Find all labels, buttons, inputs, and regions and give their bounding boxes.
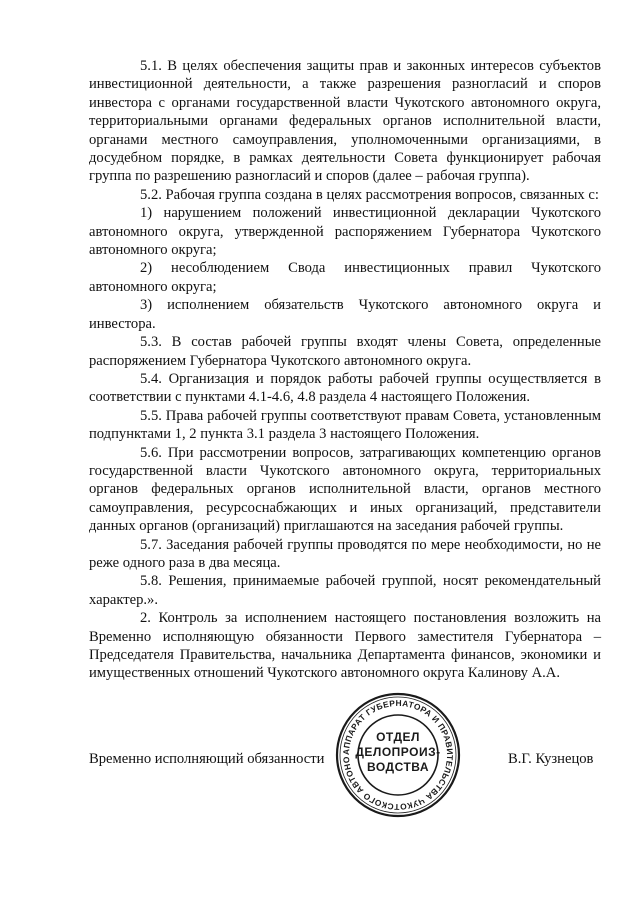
- stamp-ring-text: АППАРАТ ГУБЕРНАТОРА И ПРАВИТЕЛЬСТВА ЧУКОТСКОГО АВТОНО: [340, 697, 456, 813]
- paragraph-5-1: 5.1. В целях обеспечения защиты прав и законных интересов субъектов инвестиционной деятельности, а также разрешения разногласий и споров инвестора с органами государственной власти Чукотского автономного округа, территориальными органами федеральных органов исполнительной власти, органами местного самоуправления, уполномоченными организациями, в досудебном порядке, в рамках деятельности Совета функционирует рабочая группа по разрешению разногласий и споров (далее – рабочая группа).: [89, 58, 601, 185]
- paragraph-5-2: 5.2. Рабочая группа создана в целях рассмотрения вопросов, связанных с:: [140, 186, 599, 203]
- office-stamp: [333, 690, 463, 820]
- paragraph-5-5: 5.5. Права рабочей группы соответствуют правам Совета, установленным подпунктами 1, 2 пункта 3.1 раздела 3 настоящего Положения.: [89, 407, 601, 443]
- signature-name: В.Г. Кузнецов: [508, 751, 594, 767]
- paragraph-5-8: 5.8. Решения, принимаемые рабочей группой, носят рекомендательный характер.».: [89, 573, 601, 608]
- stamp-center-text: [333, 730, 463, 775]
- document-body: [89, 57, 601, 683]
- paragraph-5-6: 5.6. При рассмотрении вопросов, затрагивающих компетенцию органов государственной власти Чукотского автономного округа, территориальных органов федеральных органов исполнительной власти, органов местного самоуправления, ресурсоснабжающих и иных организаций, представители данных органов (организаций) приглашаются на заседания рабочей группы.: [89, 444, 601, 535]
- paragraph-5-4: 5.4. Организация и порядок работы рабочей группы осуществляется в соответствии с пунктами 4.1-4.6, 4.8 раздела 4 настоящего Положения.: [89, 370, 601, 406]
- paragraph-5-7: 5.7. Заседания рабочей группы проводятся по мере необходимости, но не реже одного раза в два месяца.: [89, 536, 601, 571]
- paragraph-5-2-item-2: 2) несоблюдением Свода инвестиционных правил Чукотского автономного округа;: [89, 260, 601, 295]
- signature-title: Временно исполняющий обязанности: [89, 751, 325, 767]
- paragraph-5-3: 5.3. В состав рабочей группы входят члены Совета, определенные распоряжением Губернатора Чукотского автономного округа.: [89, 334, 601, 369]
- stamp-line-1: ОТДЕЛ: [376, 730, 420, 744]
- paragraph-5-2-item-3: 3) исполнением обязательств Чукотского автономного округа и инвестора.: [89, 297, 601, 332]
- stamp-line-3: ВОДСТВА: [366, 760, 430, 774]
- stamp-line-2: ДЕЛОПРОИЗ-: [355, 745, 441, 759]
- paragraph-5-2-item-1: 1) нарушением положений инвестиционной декларации Чукотского автономного округа, утвержденной распоряжением Губернатора Чукотского автономного округа;: [89, 205, 601, 259]
- paragraph-2-control: 2. Контроль за исполнением настоящего постановления возложить на Временно исполняющую обязанности Первого заместителя Губернатора – Председателя Правительства, начальника Департамента финансов, экономики и имущественных отношений Чукотского автономного округа Калинову А.А.: [89, 610, 601, 682]
